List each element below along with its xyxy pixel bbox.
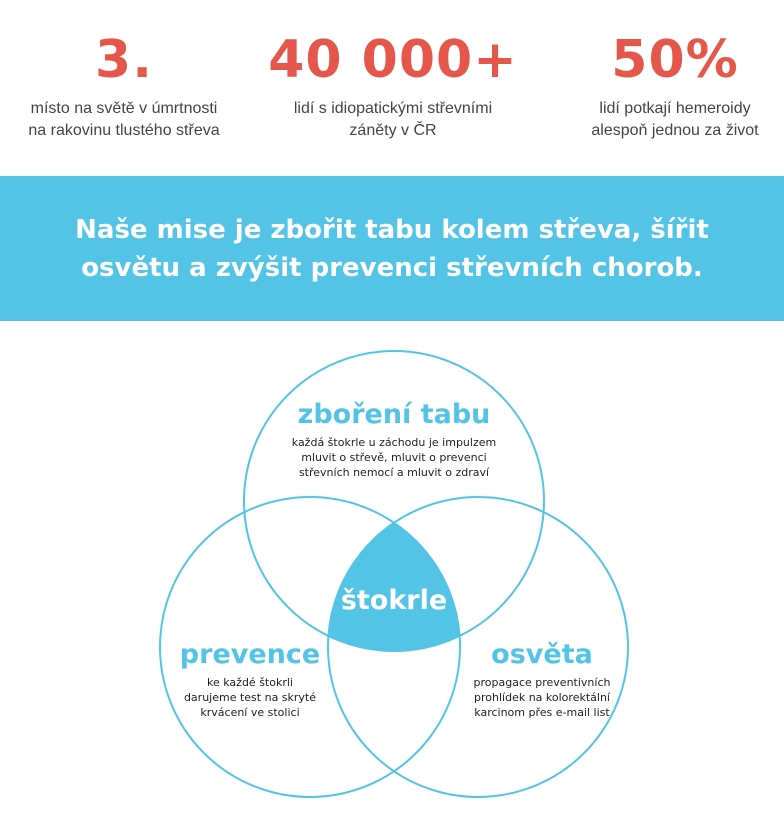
venn-graphic	[0, 321, 784, 833]
venn-title: zboření tabu	[297, 399, 491, 430]
venn-section-prevention	[160, 639, 340, 720]
mission-statement: Naše mise je zbořit tabu kolem střeva, šířit osvětu a zvýšit prevenci střevních chorob.	[75, 214, 709, 283]
stat-value: 40 000+	[268, 30, 518, 90]
stat-label: lidí s idiopatickými střevními záněty v ČR	[293, 100, 493, 139]
stat-label: místo na světě v úmrtnosti na rakovinu tlustého střeva	[28, 100, 220, 139]
venn-center-label: štokrle	[340, 585, 448, 616]
venn-description: ke každé štokrli darujeme test na skryté krvácení ve stolici	[183, 676, 317, 719]
venn-diagram	[0, 321, 784, 833]
stat-ibd-count	[262, 30, 524, 142]
venn-title: prevence	[179, 639, 321, 670]
mission-banner	[0, 176, 784, 321]
venn-title: osvěta	[491, 639, 593, 670]
stat-label: lidí potkají hemeroidy alespoň jednou za život	[591, 100, 759, 139]
stats-section	[0, 0, 784, 176]
venn-section-taboo	[244, 399, 544, 480]
stat-rank	[0, 30, 248, 142]
stat-hemorrhoids-percent	[566, 30, 784, 142]
venn-description: propagace preventivních prohlídek na kolorektální karcinom přes e-mail list	[473, 676, 611, 719]
venn-section-awareness	[442, 639, 642, 720]
venn-description: každá štokrle u záchodu je impulzem mluvit o střevě, mluvit o prevenci střevních nemocí a mluvit o zdraví	[291, 436, 497, 479]
stat-value: 50%	[611, 30, 739, 90]
stat-value: 3.	[95, 30, 153, 90]
